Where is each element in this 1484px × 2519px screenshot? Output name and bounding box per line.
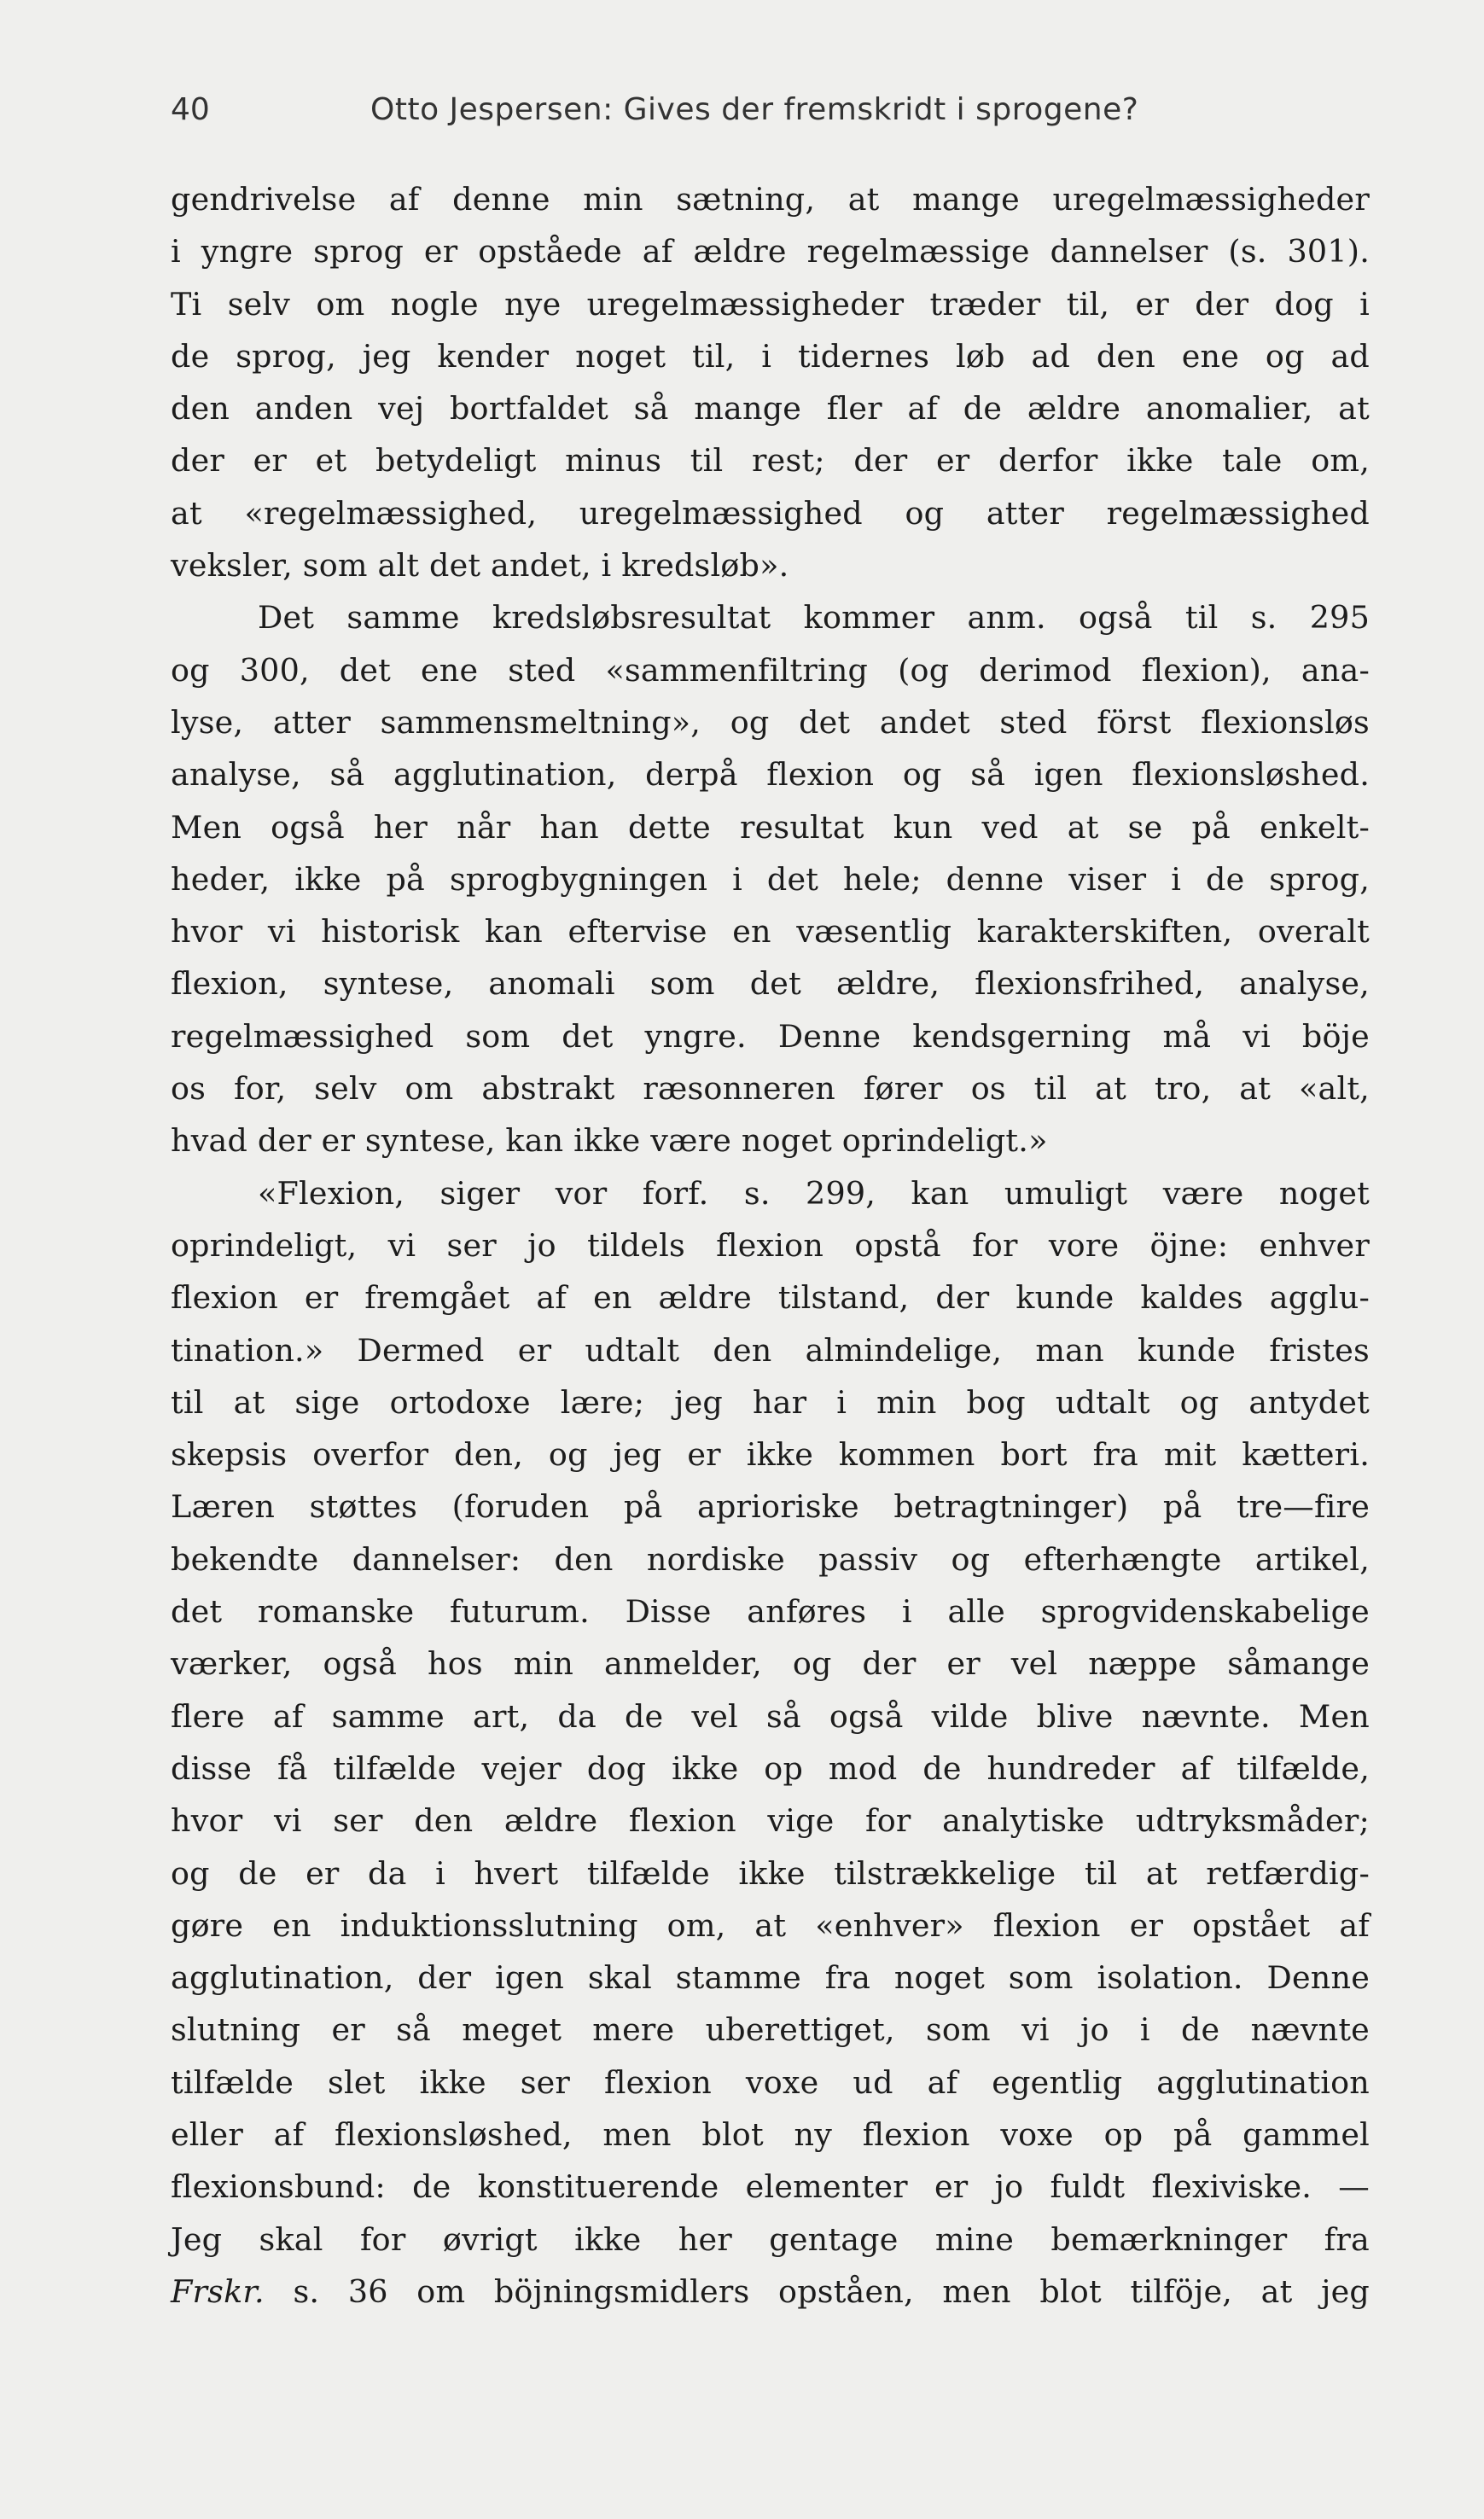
text-line: oprindeligt, vi ser jo tildels flexion opstå for vore öjne: enhver <box>171 1226 1370 1264</box>
text-line: analyse, så agglutination, derpå flexion og så igen flexionsløshed. <box>171 756 1370 794</box>
text-line: Det samme kredsløbsresultat kommer anm. også til s. 295 <box>258 599 1370 637</box>
text-line: Læren støttes (foruden på aprioriske betragtninger) på tre—fire <box>171 1488 1370 1526</box>
text-line: hvor vi ser den ældre flexion vige for analytiske udtryksmåder; <box>171 1802 1370 1840</box>
running-head <box>171 92 1365 143</box>
text-line: bekendte dannelser: den nordiske passiv og efterhængte artikel, <box>171 1540 1370 1578</box>
text-line: Ti selv om nogle nye uregelmæssigheder træder til, er der dog i <box>171 285 1370 323</box>
text-line: tilfælde slet ikke ser flexion voxe ud af egentlig agglutination <box>171 2063 1370 2101</box>
text-line: flexion er fremgået af en ældre tilstand, der kunde kaldes agglu- <box>171 1279 1370 1317</box>
final-line-rest: s. 36 om böjningsmidlers opståen, men blot tilföje, at jeg <box>264 2272 1370 2310</box>
text-line: de sprog, jeg kender noget til, i tidernes løb ad den ene og ad <box>171 337 1370 375</box>
text-line: Jeg skal for øvrigt ikke her gentage mine bemærkninger fra <box>171 2220 1370 2258</box>
text-line: veksler, som alt det andet, i kredsløb». <box>171 547 789 585</box>
text-line: heder, ikke på sprogbygningen i det hele; denne viser i de sprog, <box>171 860 1370 898</box>
text-line: flere af samme art, da de vel så også vilde blive nævnte. Men <box>171 1697 1370 1735</box>
page-number: 40 <box>171 92 210 127</box>
text-line: flexionsbund: de konstituerende elementer er jo fuldt flexiviske. — <box>171 2168 1370 2206</box>
text-line: at «regelmæssighed, uregelmæssighed og atter regelmæssighed <box>171 494 1370 532</box>
italic-abbreviation: Frskr. <box>171 2272 265 2310</box>
text-line: regelmæssighed som det yngre. Denne kendsgerning må vi böje <box>171 1017 1370 1055</box>
text-line: os for, selv om abstrakt ræsonneren fører os til at tro, at «alt, <box>171 1070 1370 1108</box>
text-line: slutning er så meget mere uberettiget, som vi jo i de nævnte <box>171 2011 1370 2049</box>
text-line: Men også her når han dette resultat kun ved at se på enkelt- <box>171 808 1370 846</box>
text-line: der er et betydeligt minus til rest; der er derfor ikke tale om, <box>171 442 1370 480</box>
text-line: og de er da i hvert tilfælde ikke tilstrækkelige til at retfærdig- <box>171 1854 1370 1892</box>
text-line: til at sige ortodoxe lære; jeg har i min bog udtalt og antydet <box>171 1383 1370 1421</box>
body-text <box>171 173 1370 2318</box>
text-line: den anden vej bortfaldet så mange fler af de ældre anomalier, at <box>171 390 1370 428</box>
text-line: værker, også hos min anmelder, og der er vel næppe såmange <box>171 1645 1370 1683</box>
text-line: hvad der er syntese, kan ikke være noget oprindeligt.» <box>171 1122 1048 1160</box>
text-line: det romanske futurum. Disse anføres i alle sprogvidenskabelige <box>171 1593 1370 1631</box>
text-line: hvor vi historisk kan eftervise en væsentlig karakterskiften, overalt <box>171 913 1370 951</box>
text-line: gendrivelse af denne min sætning, at mange uregelmæssigheder <box>171 181 1370 218</box>
text-line: eller af flexionsløshed, men blot ny flexion voxe op på gammel <box>171 2115 1370 2153</box>
text-line: og 300, det ene sted «sammenfiltring (og derimod flexion), ana- <box>171 651 1370 689</box>
text-line: agglutination, der igen skal stamme fra noget som isolation. Denne <box>171 1959 1370 1997</box>
running-title: Otto Jespersen: Gives der fremskridt i sprogene? <box>370 92 1139 127</box>
text-line: skepsis overfor den, og jeg er ikke kommen bort fra mit kætteri. <box>171 1436 1370 1474</box>
text-line-final <box>171 2266 1370 2318</box>
text-line: tination.» Dermed er udtalt den almindelige, man kunde fristes <box>171 1331 1370 1369</box>
text-line: disse få tilfælde vejer dog ikke op mod de hundreder af tilfælde, <box>171 1749 1370 1787</box>
text-line: «Flexion, siger vor forf. s. 299, kan umuligt være noget <box>258 1174 1370 1212</box>
text-line: flexion, syntese, anomali som det ældre, flexionsfrihed, analyse, <box>171 965 1370 1003</box>
text-line: lyse, atter sammensmeltning», og det andet sted först flexionsløs <box>171 703 1370 741</box>
text-line: gøre en induktionsslutning om, at «enhver» flexion er opstået af <box>171 1906 1370 1944</box>
text-line: i yngre sprog er opståede af ældre regelmæssige dannelser (s. 301). <box>171 233 1370 271</box>
